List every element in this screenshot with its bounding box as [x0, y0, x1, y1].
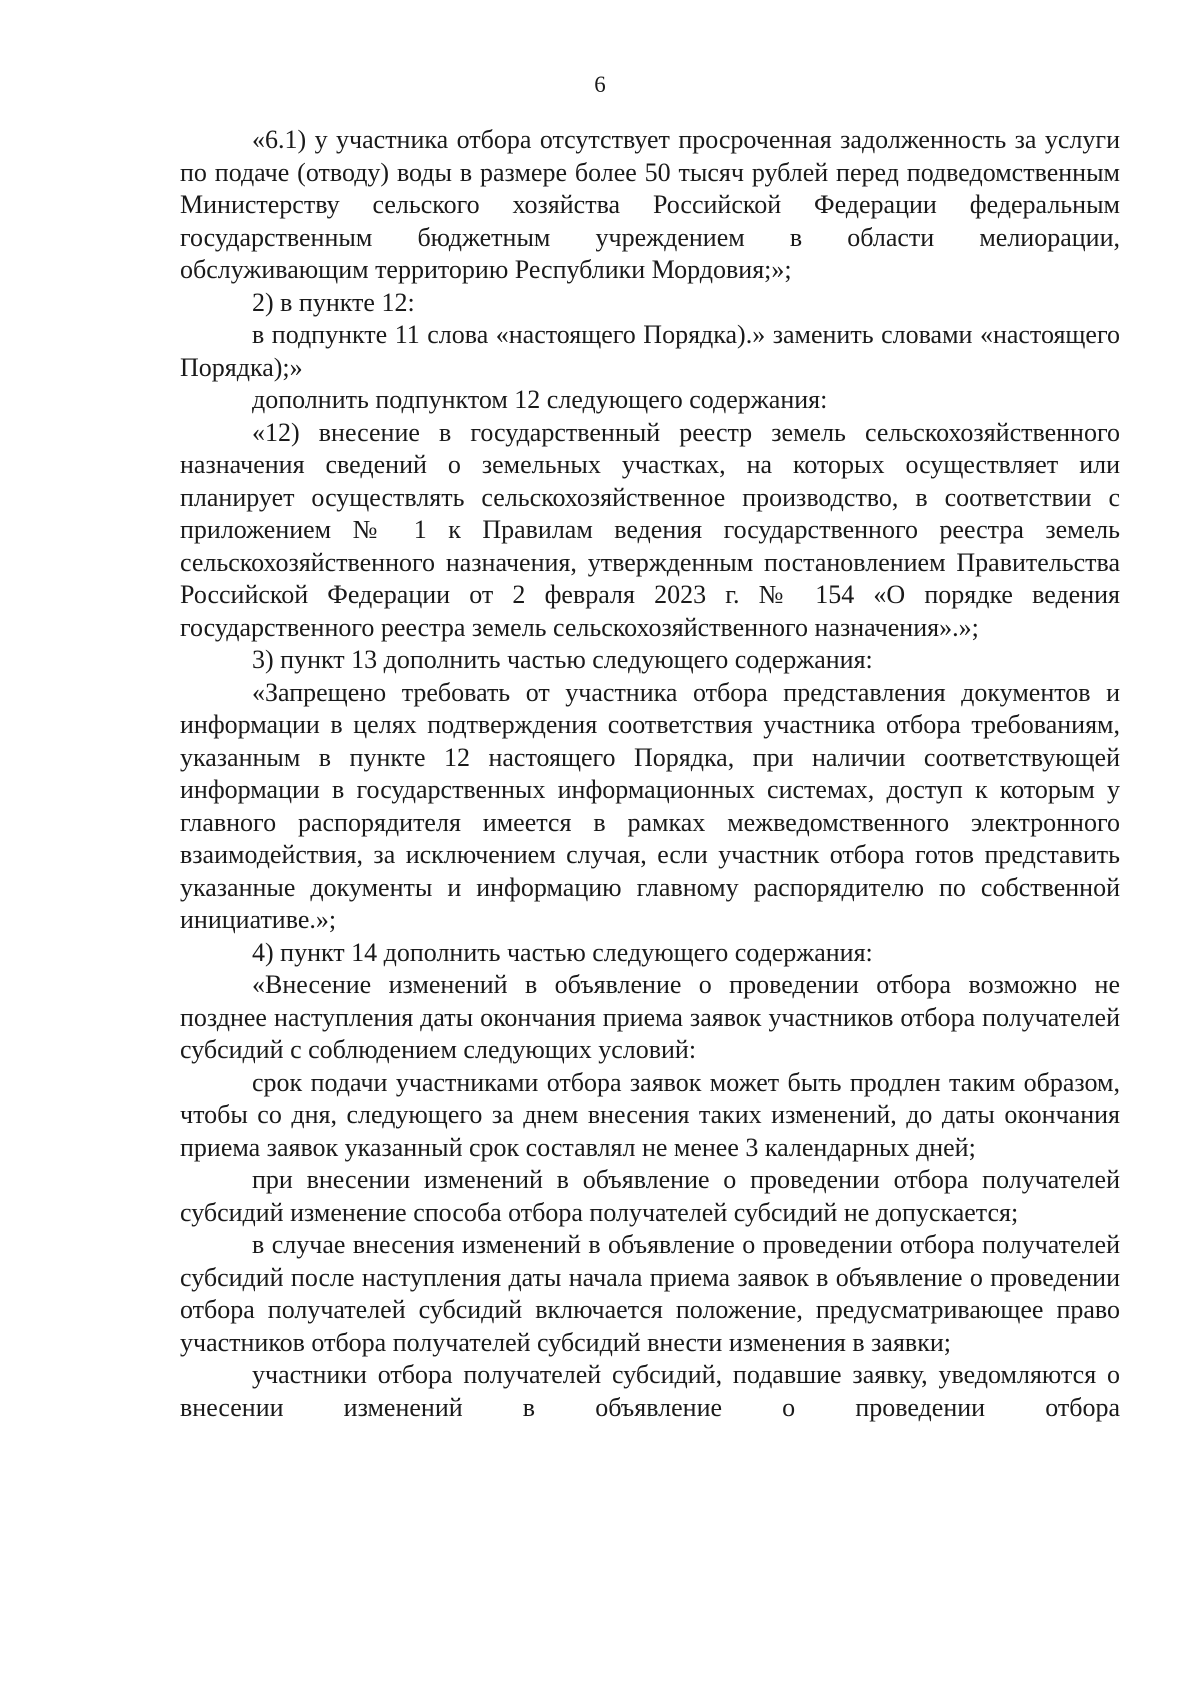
- paragraph-notification: участники отбора получателей субсидий, подавшие заявку, уведомляются о внесении изменений в объявление о проведении отбора: [180, 1360, 1120, 1422]
- document-body: [180, 124, 1120, 1424]
- paragraph-subclause-12-text: «12) внесение в государственный реестр земель сельскохозяйственного назначения сведений о земельных участках, на которых осуществляет или планирует осуществлять сельскохозяйственное производство, в соответствии с приложением № 1 к Правилам ведения государственного реестра земель сельскохозяйственного назначения, утвержденным постановлением Правительства Российской Федерации от 2 февраля 2023 г. № 154 «О порядке ведения государственного реестра земель сельскохозяйственного назначения».»;: [180, 417, 1120, 642]
- paragraph-deadline-extension: срок подачи участниками отбора заявок может быть продлен таким образом, чтобы со дня, следующего за днем внесения таких изменений, до даты окончания приема заявок указанный срок составлял не менее 3 календарных дней;: [180, 1067, 1120, 1162]
- paragraph-item-2-heading: 2) в пункте 12:: [252, 287, 415, 317]
- paragraph-item-3-heading: 3) пункт 13 дополнить частью следующего содержания:: [252, 645, 873, 674]
- paragraph-amend-applications: в случае внесения изменений в объявление о проведении отбора получателей субсидий после наступления даты начала приема заявок в объявление о проведении отбора получателей субсидий включается положение, предусматривающее право участников отбора получателей субсидий внести изменения в заявки;: [180, 1230, 1120, 1357]
- paragraph-6-1-clause: «6.1) у участника отбора отсутствует просроченная задолженность за услуги по подаче (отводу) воды в размере более 50 тысяч рублей перед подведомственным Министерству сельского хозяйства Российской Федерации федеральным государственным бюджетным учреждением в области мелиорации, обслуживающим территорию Республики Мордовия;»;: [180, 125, 1120, 284]
- paragraph-item-13-text: «Запрещено требовать от участника отбора представления документов и информации в целях подтверждения соответствия участника отбора требованиям, указанным в пункте 12 настоящего Порядка, при наличии соответствующей информации в государственных информационных системах, доступ к которым у главного распорядителя имеется в рамках межведомственного электронного взаимодействия, за исключением случая, если участник отбора готов представить указанные документы и информацию главному распорядителю по собственной инициативе.»;: [180, 677, 1120, 934]
- paragraph-method-change: при внесении изменений в объявление о проведении отбора получателей субсидий изменение способа отбора получателей субсидий не допускается;: [180, 1165, 1120, 1227]
- paragraph-add-subclause-12: дополнить подпунктом 12 следующего содержания:: [252, 385, 828, 414]
- page-number: 6: [594, 72, 606, 97]
- paragraph-subclause-11-replace: в подпункте 11 слова «настоящего Порядка).» заменить словами «настоящего Порядка);»: [180, 320, 1120, 382]
- paragraph-item-4-heading: 4) пункт 14 дополнить частью следующего содержания:: [252, 937, 873, 967]
- paragraph-item-14-intro: «Внесение изменений в объявление о проведении отбора возможно не позднее наступления даты окончания приема заявок участников отбора получателей субсидий с соблюдением следующих условий:: [180, 970, 1120, 1064]
